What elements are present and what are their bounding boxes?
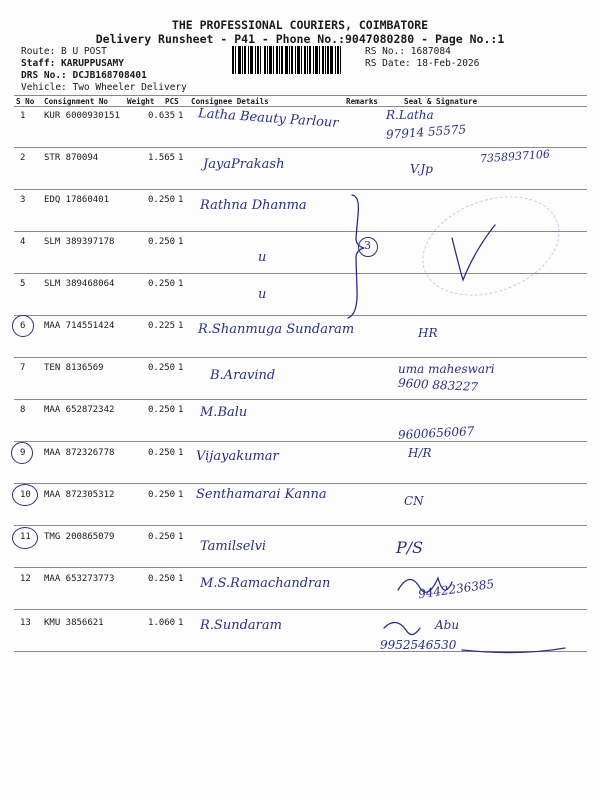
row-pcs: 1 (178, 237, 184, 247)
row-consignment-no: TMG 200865079 (44, 532, 115, 542)
receiver-signature: CN (404, 494, 424, 508)
underline-scribble (462, 648, 565, 653)
brace-mark (348, 195, 364, 318)
row-weight: 0.250 (148, 363, 176, 373)
receiver-signature: R.Latha (386, 108, 434, 122)
row-sno: 1 (20, 111, 26, 121)
row-sno: 7 (20, 363, 26, 373)
row-pcs: 1 (178, 574, 184, 584)
signature-scribble (384, 622, 420, 634)
staff-label: Staff: KARUPPUSAMY (21, 58, 124, 69)
signature-scribble (398, 578, 452, 592)
row-weight: 0.225 (148, 321, 176, 331)
row-pcs: 1 (178, 195, 184, 205)
row-consignment-no: MAA 872305312 (44, 490, 115, 500)
row-consignment-no: KMU 3856621 (44, 618, 104, 628)
col-header-remarks: Remarks (346, 97, 379, 106)
consignee-handwriting: Rathna Dhanma (200, 198, 307, 213)
row-pcs: 1 (178, 279, 184, 289)
receiver-phone: 97914 55575 (385, 122, 467, 142)
row-pcs: 1 (178, 321, 184, 331)
receiver-phone: 9600 883227 (397, 375, 479, 395)
receiver-signature: V.Jp (410, 162, 433, 176)
col-header-sno: S No (16, 97, 35, 106)
col-header-consignment: Consignment No (44, 97, 109, 106)
receiver-phone: 7358937106 (479, 147, 551, 166)
consignee-handwriting: Senthamarai Kanna (196, 487, 327, 502)
row-sno: 5 (20, 279, 26, 289)
row-sno: 13 (20, 618, 31, 628)
row-consignment-no: TEN 8136569 (44, 363, 104, 373)
row-weight: 0.250 (148, 574, 176, 584)
row-weight: 0.250 (148, 405, 176, 415)
vehicle-label: Vehicle: Two Wheeler Delivery (21, 82, 187, 93)
row-sno: 10 (20, 490, 31, 500)
consignee-handwriting: Tamilselvi (200, 539, 267, 554)
route-label: Route: B U POST (21, 46, 107, 57)
receiver-signature: H/R (408, 446, 432, 460)
circled-sno-marker (12, 315, 34, 337)
row-pcs: 1 (178, 405, 184, 415)
row-consignment-no: STR 870094 (44, 153, 99, 163)
row-weight: 1.060 (148, 618, 176, 628)
row-sno: 8 (20, 405, 26, 415)
row-pcs: 1 (178, 153, 184, 163)
row-weight: 0.250 (148, 448, 176, 458)
consignee-handwriting: Vijayakumar (196, 449, 279, 464)
row-consignment-no: MAA 652872342 (44, 405, 115, 415)
consignee-handwriting: M.S.Ramachandran (200, 576, 331, 591)
row-sno: 4 (20, 237, 26, 247)
receiver-signature: HR (418, 326, 438, 340)
circled-annotation (358, 237, 378, 257)
row-sno: 2 (20, 153, 26, 163)
row-pcs: 1 (178, 363, 184, 373)
row-weight: 1.565 (148, 153, 176, 163)
row-sno: 3 (20, 195, 26, 205)
row-consignment-no: KUR 6000930151 (44, 111, 120, 121)
row-pcs: 1 (178, 490, 184, 500)
rs-date: RS Date: 18-Feb-2026 (365, 58, 480, 69)
col-header-seal: Seal & Signature (404, 97, 478, 106)
receiver-phone: 9952546530 (380, 638, 457, 652)
circled-sno-marker (12, 527, 38, 549)
circled-sno-marker (11, 442, 33, 464)
row-sno: 9 (20, 448, 26, 458)
consignee-handwriting: u (258, 287, 267, 302)
row-pcs: 1 (178, 618, 184, 628)
col-header-consignee: Consignee Details (191, 97, 269, 106)
consignee-handwriting: Latha Beauty Parlour (197, 106, 339, 131)
brace-count: 3 (364, 239, 371, 252)
receiver-phone: 9442236385 (417, 576, 495, 602)
consignee-handwriting: M.Balu (200, 405, 248, 420)
row-consignment-no: EDQ 17860401 (44, 195, 110, 205)
col-header-weight: Weight (127, 97, 155, 106)
row-sno: 6 (20, 321, 26, 331)
consignee-handwriting: u (258, 250, 267, 265)
row-consignment-no: SLM 389397178 (44, 237, 115, 247)
rs-number: RS No.: 1687084 (365, 46, 451, 57)
row-sno: 11 (20, 532, 31, 542)
row-weight: 0.250 (148, 195, 176, 205)
row-weight: 0.250 (148, 490, 176, 500)
consignee-handwriting: R.Sundaram (200, 618, 282, 633)
row-pcs: 1 (178, 111, 184, 121)
circled-sno-marker (12, 484, 38, 506)
drs-label: DRS No.: DCJB168708401 (21, 70, 147, 81)
receiver-signature: Abu (435, 618, 460, 632)
row-consignment-no: MAA 714551424 (44, 321, 115, 331)
row-consignment-no: SLM 389468064 (44, 279, 115, 289)
row-sno: 12 (20, 574, 31, 584)
row-weight: 0.635 (148, 111, 176, 121)
receiver-signature: P/S (396, 538, 424, 557)
row-weight: 0.250 (148, 279, 176, 289)
row-pcs: 1 (178, 448, 184, 458)
row-consignment-no: MAA 872326778 (44, 448, 115, 458)
row-pcs: 1 (178, 532, 184, 542)
consignee-handwriting: R.Shanmuga Sundaram (198, 322, 355, 337)
row-weight: 0.250 (148, 532, 176, 542)
document-subtitle: Delivery Runsheet - P41 - Phone No.:9047080280 - Page No.:1 (95, 32, 505, 46)
consignee-handwriting: B.Aravind (210, 368, 276, 383)
receiver-signature: uma maheswari (398, 362, 495, 376)
row-consignment-no: MAA 653273773 (44, 574, 115, 584)
document-title: THE PROFESSIONAL COURIERS, COIMBATORE (171, 18, 429, 32)
row-weight: 0.250 (148, 237, 176, 247)
consignee-handwriting: JayaPrakash (203, 157, 285, 172)
col-header-pcs: PCS (165, 97, 179, 106)
receiver-phone: 9600656067 (397, 424, 475, 442)
